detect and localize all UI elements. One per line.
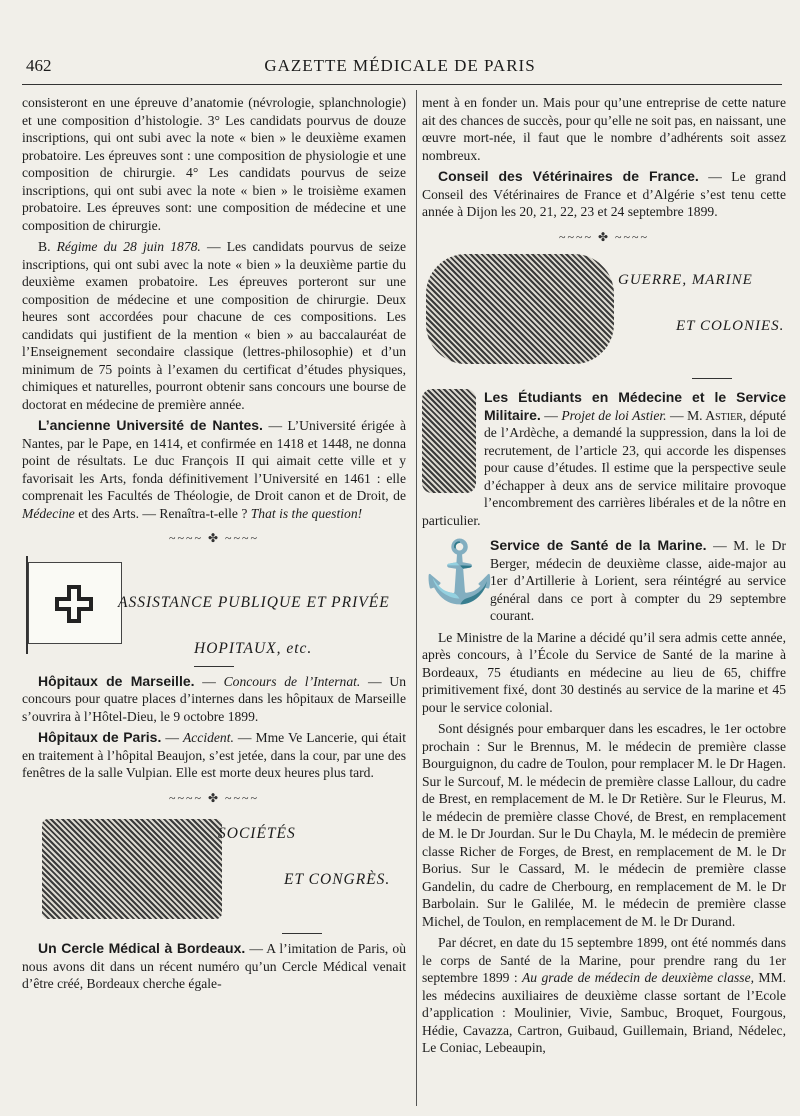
short-rule bbox=[194, 666, 234, 667]
ornament-divider: ~~~~ ✤ ~~~~ bbox=[169, 531, 259, 545]
paris-title: Hôpitaux de Paris. bbox=[38, 729, 162, 745]
marseille-title: Hôpitaux de Marseille. bbox=[38, 672, 195, 689]
nantes-text: — L’Université érigée à Nantes, par le Pape, en 1414, et confirmée en 1418 et 1448, ne donna point de résultats. Le duc François II qui aimait cette ville et y favorisait les Arts, fonda définitivement l’Université en 1461 : elle comprenait les Facultés de Théologie, de Droit canon et de Droit, de bbox=[22, 418, 406, 503]
nantes-article bbox=[22, 417, 406, 522]
colonies-title: ET COLONIES. bbox=[676, 318, 785, 334]
vet-title: Conseil des Vétérinaires de France. bbox=[438, 168, 699, 184]
nantes-text-2: et des Arts. — Renaîtra-t-elle ? bbox=[74, 505, 251, 521]
etudiants-paragraph: Les Étudiants en Médecine et le Service Militaire. — Projet de loi Astier. — M. Astier, député de l’Ardèche, a demandé la suppression, dans la loi de recrutement, de l’article 23, qui accorde les dispenses pour cause d’études. Il estime que la perspective seule d’échapper à deux ans de service militaire provoque l’encombrement des carrières libérales et de la nôtre en particulier. bbox=[422, 389, 787, 528]
nantes-title: L’ancienne Université de Nantes. bbox=[38, 417, 263, 433]
vet-text: — Le grand Conseil des Vétérinaires de France et d’Algérie s’est tenu cette année à Dijon les 20, 21, 22, 23 et 24 septembre 1899. bbox=[422, 169, 787, 219]
decret-text: MM. les médecins auxiliaires de deuxième classe sortant de l’Ecole d’application : Moulinier, Vivie, Sambuc, Broquet, Fourgous, Hédie, Cavazza, Cartron, Guibaud, Guillemain, Briand, Nédelec, Le Coniac, Lebeaupin, bbox=[422, 970, 786, 1055]
column-divider bbox=[416, 90, 417, 1106]
red-cross-flag-icon bbox=[22, 556, 122, 654]
paris-subtitle: Accident. bbox=[182, 730, 234, 745]
decret-lead: Par décret, en date du 15 septembre 1899, ont été nommés dans le corps de Santé de la Marine, pour prendre rang du 1er septembre 1899 : bbox=[422, 935, 786, 985]
sante-title: Service de Santé de la Marine. bbox=[490, 537, 707, 553]
hopitaux-title: HOPITAUX, etc. bbox=[194, 639, 313, 657]
decret-paragraph bbox=[422, 934, 786, 1057]
guerre-section-head bbox=[422, 254, 786, 372]
header-rule bbox=[22, 84, 782, 85]
nantes-medecine: Médecine bbox=[22, 505, 75, 521]
assistance-title: ASSISTANCE PUBLIQUE ET PRIVÉE bbox=[118, 593, 390, 611]
etudiants-subtitle: Projet de loi Astier. bbox=[561, 407, 667, 423]
short-rule bbox=[692, 378, 732, 379]
sante-article bbox=[422, 537, 786, 625]
regime-label: Régime du 28 juin 1878. bbox=[56, 239, 201, 254]
societes-section-head bbox=[22, 815, 406, 927]
societes-title: SOCIÉTÉS bbox=[218, 825, 296, 842]
etudiants-title: Les Étudiants en Médecine et le Service Militaire. bbox=[484, 389, 786, 423]
guerre-title: GUERRE, MARINE bbox=[618, 272, 753, 288]
regime-text: — Les candidats pourvus de seize inscriptions, qui ont subi avec la note « bien » la deuxième partie du deuxième examen probatoire. Les épreuves porteront sur une composition de médecine et une composition de chirurgie. Deux heures sont accordées pour chacune de ces compositions. Les candidats qui justifient de la mention « bien » au baccalauréat de l’Enseignement secondaire classique (lettres-philosophie) et d’un minimum de 75 points à l’examen du certificat d’études physiques, chimiques et naturelles, pourront obtenir sans concours une bourse de doctorat en médecine de première année. bbox=[22, 239, 407, 412]
marseille-text: Un concours pour quatre places d’internes dans les hôpitaux de Marseille s’ouvrira à l’Hôtel-Dieu, le 9 octobre 1899. bbox=[22, 673, 407, 724]
bordeaux-title: Un Cercle Médical à Bordeaux. bbox=[38, 940, 246, 956]
marseille-article: Hôpitaux de Marseille. — Concours de l’Internat. — Un concours pour quatre places d’internes dans les hôpitaux de Marseille s’ouvrira à l’Hôtel-Dieu, le 9 octobre 1899. bbox=[22, 672, 407, 724]
books-illustration-icon bbox=[42, 819, 222, 919]
bordeaux-article bbox=[22, 940, 406, 993]
etudiants-name: M. Astier, bbox=[687, 407, 747, 423]
lead-letter: B. bbox=[38, 239, 51, 254]
sante-text: — M. le Dr Berger, médecin de deuxième classe, aide-major au 1er d’Artillerie à Lorient, sera réintégré au service général dans ce port à compter du 29 septembre courant. bbox=[490, 538, 786, 623]
ornament-divider: ~~~~ ✤ ~~~~ bbox=[559, 229, 649, 244]
right-column bbox=[422, 94, 786, 1061]
military-trophy-illustration-icon bbox=[426, 254, 614, 364]
congres-title: ET CONGRÈS. bbox=[284, 871, 391, 888]
marseille-subtitle: Concours de l’Internat. bbox=[223, 673, 361, 689]
assistance-section-head bbox=[22, 556, 406, 660]
paragraph-regime bbox=[22, 238, 406, 413]
paragraph: consisteront en une épreuve d’anatomie (névrologie, splanchnologie) et une composition d’histologie. 3° Les candidats pourvus de douze inscriptions, qui ont subi avec la note « bien » le deuxième examen probatoire. Les épreuves sont : une composition de physiologie et une composition de chirurgie. 4° Les candidats pourvus de seize inscriptions, qui ont subi avec la note « bien » le troisième examen probatoire. Les épreuves sont: une composition de médecine et une composition de chirurgie. bbox=[22, 95, 406, 233]
ministre-paragraph: Le Ministre de la Marine a décidé qu’il sera admis cette année, après concours, à l’École du Service de Santé de la marine à Bordeaux, 75 étudiants en médecine au lieu de 65, chiffre primitivement fixé, dont 30 destinés au service de la marine et 45 pour le service colonial. bbox=[422, 629, 786, 715]
nantes-question: That is the question! bbox=[250, 505, 363, 521]
ornament-divider: ~~~~ ✤ ~~~~ bbox=[169, 790, 259, 805]
paris-text: — Mme Ve Lancerie, qui était en traitement à l’hôpital Beaujon, s’est jetée, dans la cour, par une des fenêtres de la salle Vulpian. Elle est morte deux heures plus tard. bbox=[22, 730, 406, 780]
page-number: 462 bbox=[26, 56, 52, 75]
etudiants-text: député de l’Ardèche, a demandé la suppression, dans la loi de recrutement, de l’article 23, qui accorde les dispenses pour cause d’études. Il estime que la perspective seule d’échapper à deux ans de service militaire provoque l’encombrement des carrières libérales et de la nôtre en particulier. bbox=[422, 407, 787, 528]
soldier-illustration-icon bbox=[422, 389, 476, 493]
decret-grade: Au grade de médecin de deuxième classe, bbox=[521, 970, 755, 985]
page-header bbox=[0, 56, 800, 82]
anchor-icon: ⚓ bbox=[422, 539, 497, 605]
veterinaires-article bbox=[422, 168, 786, 221]
paragraph: ment à en fonder un. Mais pour qu’une entreprise de cette nature ait des chances de succès, pour qu’elle ne soit pas, en naissant, une œuvre mort-née, il faut que le nombre d’adhérents soit assez nombreux. bbox=[422, 95, 786, 163]
designes-paragraph: Sont désignés pour embarquer dans les escadres, le 1er octobre prochain : Sur le Brennus, M. le médecin de première classe Bourguignon, du cadre de Toulon, pour remplacer M. le Dr Hagen. Sur le Surcouf, M. le médecin de première classe Lallour, du cadre de Brest, en remplacement de M. le Dr Retière. Sur le Fleurus, M. le médecin de première classe Chové, de Brest, en remplacement de M. le Dr Jourdan. Sur le Du Chayla, M. le médecin de première classe Richer de Forges, de Brest, en remplacement de M. le Dr Borius. Sur le Cassard, M. le médecin de première classe Gandelin, du cadre de Cherbourg, en remplacement de M. le Dr Barbolain. Sur le Galilée, M. le médecin de première classe Michel, de Toulon, en remplacement de M. le Dr Durand. bbox=[422, 721, 786, 929]
etudiants-article bbox=[422, 389, 786, 529]
bordeaux-text: — A l’imitation de Paris, où nous avons dit dans un récent numéro qu’un Cercle Médical venait d’être créé, Bordeaux cherche égale- bbox=[22, 941, 406, 991]
paris-article: Hôpitaux de Paris. — Accident. — Mme Ve Lancerie, qui était en traitement à l’hôpital Beaujon, s’est jetée, dans la cour, par une des fenêtres de la salle Vulpian. Elle est morte deux heures plus tard. bbox=[22, 729, 406, 780]
short-rule bbox=[282, 933, 322, 934]
journal-title: GAZETTE MÉDICALE DE PARIS bbox=[264, 56, 536, 75]
left-column bbox=[22, 94, 406, 997]
